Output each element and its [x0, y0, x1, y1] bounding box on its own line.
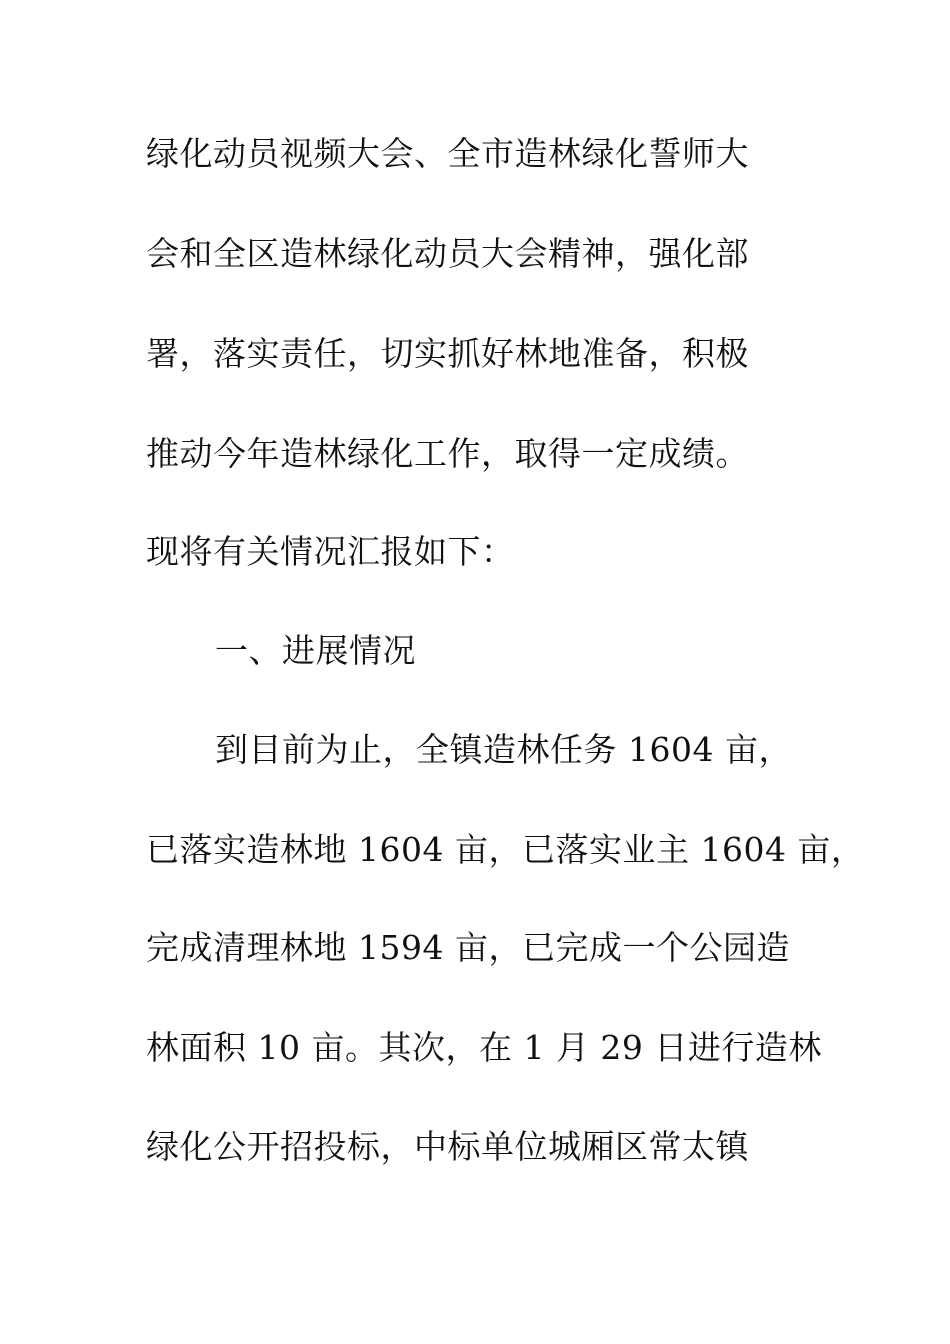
paragraph-line: 现将有关情况汇报如下：: [146, 532, 515, 571]
paragraph-line: 署，落实责任，切实抓好林地准备，积极: [146, 334, 749, 373]
paragraph-line: 完成清理林地 1594 亩，已完成一个公园造: [146, 928, 790, 967]
paragraph-line: 绿化公开招投标，中标单位城厢区常太镇: [146, 1127, 749, 1166]
paragraph-line: 已落实造林地 1604 亩，已落实业主 1604 亩，: [146, 830, 865, 869]
paragraph-line: 到目前为止，全镇造林任务 1604 亩，: [215, 730, 792, 769]
paragraph-line: 推动今年造林绿化工作，取得一定成绩。: [146, 434, 749, 473]
section-heading: 一、进展情况: [215, 631, 416, 670]
paragraph-line: 会和全区造林绿化动员大会精神，强化部: [146, 234, 749, 273]
paragraph-line: 林面积 10 亩。其次，在 1 月 29 日进行造林: [146, 1028, 822, 1067]
paragraph-line: 绿化动员视频大会、全市造林绿化誓师大: [146, 134, 749, 173]
